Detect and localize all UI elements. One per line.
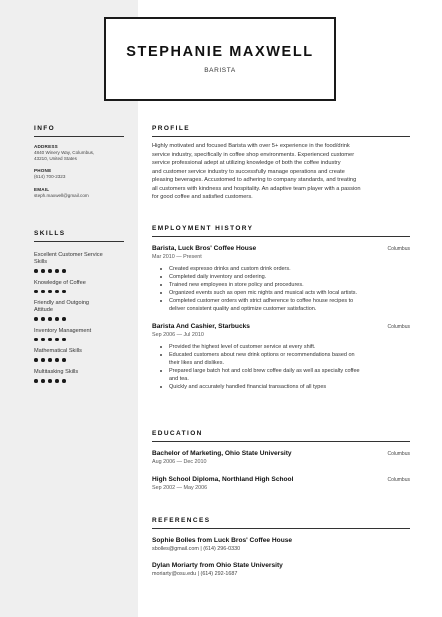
skill-level-dot: [55, 379, 59, 383]
skill-level-dot: [48, 379, 52, 383]
skill-item: [34, 280, 124, 294]
profile-heading: PROFILE: [152, 125, 190, 132]
job-bullet-continuation: their likes and dislikes.: [169, 359, 225, 366]
skill-level-dot: [55, 317, 59, 321]
profile-section: [152, 125, 410, 202]
skill-level-dots: [34, 269, 124, 273]
skill-level-dots: [34, 290, 124, 294]
skill-level-dot: [41, 379, 45, 383]
skill-name: Friendly and Outgoing: [34, 300, 90, 307]
job-bullet-continuation: deliver consistent quality and optimize customer satisfaction.: [169, 306, 317, 313]
skill-level-dot: [41, 290, 45, 294]
skill-level-dot: [34, 358, 38, 362]
education-title: High School Diploma, Northland High School: [152, 476, 294, 483]
address-label: ADDRESS: [34, 144, 58, 149]
candidate-name: STEPHANIE MAXWELL: [126, 44, 314, 60]
skill-level-dot: [34, 290, 38, 294]
skill-item: [34, 369, 124, 383]
skill-level-dot: [62, 358, 66, 362]
skills-heading: SKILLS: [34, 230, 66, 237]
education-location: Columbus: [387, 477, 410, 483]
references-heading: REFERENCES: [152, 517, 211, 524]
job-bullet: Provided the highest level of customer service at every shift.: [152, 343, 410, 351]
job-bullet: Completed daily inventory and ordering.: [152, 273, 410, 281]
skill-item: [34, 252, 124, 273]
skill-level-dot: [41, 317, 45, 321]
job-location: Columbus: [387, 246, 410, 252]
reference-name: Dylan Moriarty from Ohio State University: [152, 562, 283, 569]
education-entry: [152, 476, 410, 491]
profile-line: service industry, specifically in coffee shop environments. Experienced customer: [152, 151, 355, 158]
name-header: [104, 17, 336, 101]
phone-value: (614) 700-2323: [34, 174, 66, 180]
skill-level-dot: [34, 317, 38, 321]
job-bullet: Trained new employees in store policy and procedures.: [152, 281, 410, 289]
profile-text: [152, 142, 410, 202]
job-bullet: Quickly and accurately handled financial transactions of all types: [152, 383, 410, 391]
skill-level-dot: [48, 317, 52, 321]
skills-list: [34, 252, 124, 383]
skill-name-line2: Skills: [34, 259, 48, 265]
skill-level-dot: [34, 338, 38, 342]
job-title: Barista And Cashier, Starbucks: [152, 322, 250, 330]
references-section: [152, 517, 410, 577]
skill-item: [34, 300, 124, 321]
skill-level-dot: [55, 358, 59, 362]
email-label: EMAIL: [34, 186, 50, 192]
skill-level-dot: [62, 379, 66, 383]
skill-level-dots: [34, 379, 124, 383]
reference-name: Sophie Bolles from Luck Bros' Coffee House: [152, 537, 293, 544]
phone-label: PHONE: [34, 168, 52, 174]
job-dates: Mar 2010 — Present: [152, 254, 202, 260]
skill-level-dot: [41, 269, 45, 273]
skill-level-dot: [48, 269, 52, 273]
education-rule: [152, 441, 410, 442]
job-title: Barista, Luck Bros' Coffee House: [152, 245, 257, 252]
skill-name: Knowledge of Coffee: [34, 279, 86, 286]
job-bullet: Prepared large batch hot and cold brew coffee daily as well as specialty coffee: [152, 367, 410, 375]
job-bullet-continuation: and tea.: [169, 375, 189, 382]
job-bullet: Created espresso drinks and custom drink orders.: [152, 265, 410, 273]
skill-level-dots: [34, 338, 124, 342]
skill-name: Mathematical Skills: [34, 348, 82, 355]
info-heading: INFO: [34, 125, 56, 132]
education-dates: Sep 2002 — May 2006: [152, 485, 208, 491]
profile-line: for good coffee and satisfied customers.: [152, 194, 253, 200]
reference-contact: sbolles@gmail.com | (614) 296-0330: [152, 546, 241, 552]
skill-level-dot: [41, 358, 45, 362]
job-bullet: Organized events such as open mic nights and musical acts with local artists.: [152, 289, 410, 297]
job-entry: [152, 245, 410, 314]
skill-level-dot: [55, 290, 59, 294]
skill-level-dot: [34, 269, 38, 273]
education-title: Bachelor of Marketing, Ohio State University: [152, 450, 292, 457]
job-bullets: [152, 343, 410, 392]
reference-entry: [152, 537, 410, 552]
skill-level-dot: [62, 290, 66, 294]
job-bullet: Educated customers about new drink options or recommendations based on: [152, 351, 410, 359]
info-rule: [34, 136, 124, 137]
employment-section: [152, 225, 410, 391]
skill-level-dot: [41, 338, 45, 342]
skill-level-dots: [34, 317, 124, 321]
profile-line: Highly motivated and focused Barista with over 5+ experience in the food/drink: [152, 143, 350, 149]
profile-rule: [152, 136, 410, 137]
skill-level-dot: [62, 338, 66, 342]
address-line2: 43210, United States: [34, 156, 77, 162]
job-dates: Sep 2006 — Jul 2010: [152, 331, 204, 338]
info-section: [34, 125, 124, 199]
reference-entry: [152, 562, 410, 577]
skill-level-dot: [62, 317, 66, 321]
employment-rule: [152, 236, 410, 237]
skill-level-dot: [55, 338, 59, 342]
job-location: Columbus: [387, 323, 410, 330]
job-bullet: Completed customer orders with strict adherence to coffee house recipes to: [152, 297, 410, 305]
education-entry: [152, 450, 410, 465]
address-line1: 4840 Winery Way, Columbus,: [34, 150, 95, 155]
profile-line: and customer service industry to successfully manage operations and create: [152, 168, 345, 175]
education-heading: EDUCATION: [152, 430, 203, 437]
skills-rule: [34, 241, 124, 242]
skill-level-dot: [48, 358, 52, 362]
profile-line: pleasing beverages. Accustomed to adhering to company standards, and treating: [152, 177, 357, 183]
employment-heading: EMPLOYMENT HISTORY: [152, 225, 254, 232]
skill-level-dot: [48, 290, 52, 294]
skill-name: Inventory Management: [34, 327, 92, 334]
email-value: steph.maxwell@gmail.com: [34, 192, 89, 198]
references-rule: [152, 528, 410, 529]
skill-level-dot: [55, 269, 59, 273]
skill-item: [34, 348, 124, 362]
skill-name: Excellent Customer Service: [34, 252, 103, 258]
education-location: Columbus: [387, 451, 410, 457]
reference-contact: moriarty@osu.edu | (614) 292-1687: [152, 571, 238, 577]
skills-section: [34, 230, 124, 390]
skill-level-dot: [48, 338, 52, 342]
job-bullets: [152, 265, 410, 314]
skill-name-line2: Attitude: [34, 307, 53, 314]
job-entry: [152, 323, 410, 392]
skill-item: [34, 328, 124, 342]
skill-level-dots: [34, 358, 124, 362]
profile-line: all customers with kindness and hospitality. An adaptive team player with a passion: [152, 185, 361, 192]
skill-level-dot: [34, 379, 38, 383]
education-section: [152, 430, 410, 491]
profile-line: service professional adept at utilizing knowledge of both the coffee industry: [152, 160, 341, 166]
education-dates: Aug 2006 — Dec 2010: [152, 459, 207, 465]
skill-level-dot: [62, 269, 66, 273]
candidate-role: BARISTA: [204, 67, 236, 74]
skill-name: Multitasking Skills: [34, 368, 79, 375]
